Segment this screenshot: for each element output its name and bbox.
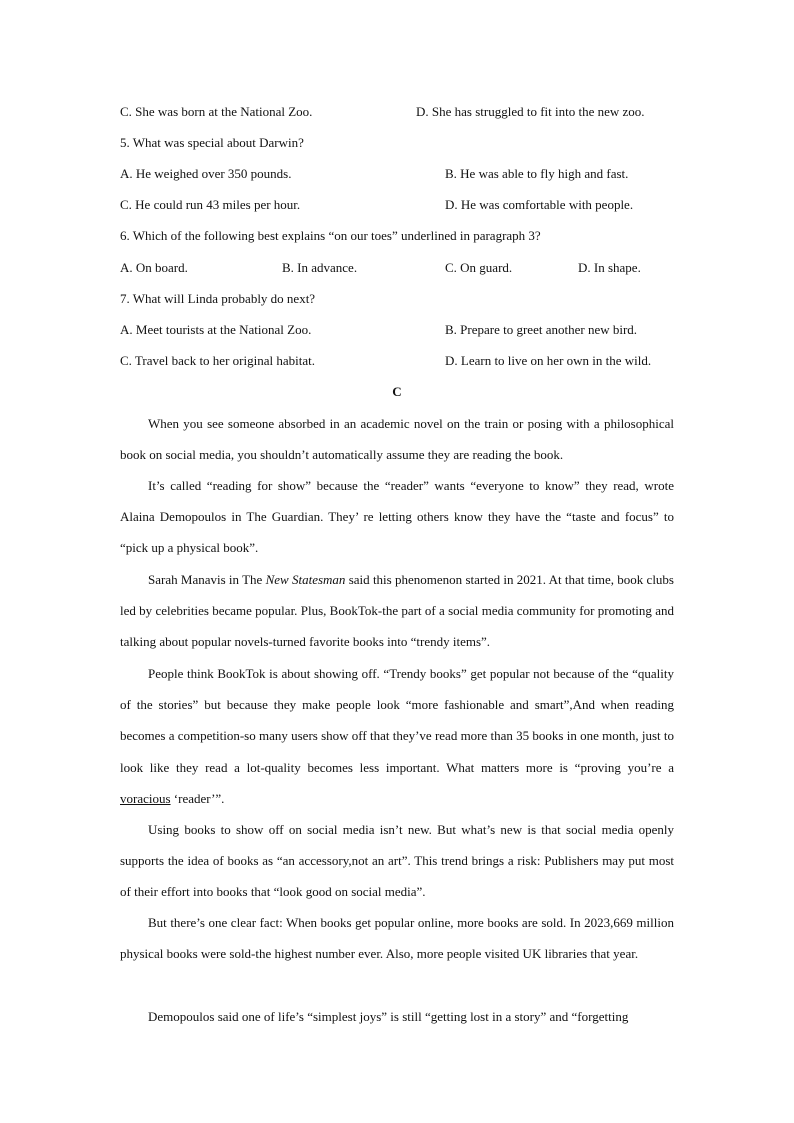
paragraph-4-text-end: ‘reader’”. <box>170 790 225 806</box>
underlined-word: voracious <box>120 790 171 806</box>
q6-question: 6. Which of the following best explains “on our toes” underlined in paragraph 3? <box>120 228 541 243</box>
passage-paragraph-4 <box>120 658 674 814</box>
q6-option-a: A. On board. <box>120 260 188 275</box>
q7-option-d: D. Learn to live on her own in the wild. <box>445 353 652 368</box>
paragraph-3-text-start: Sarah Manavis in The <box>148 572 266 587</box>
q7-option-c: C. Travel back to her original habitat. <box>120 353 315 368</box>
section-heading: C <box>392 384 402 399</box>
q6-option-b: B. In advance. <box>282 260 358 275</box>
passage-paragraph-5: Using books to show off on social media isn’t new. But what’s new is that social media openly supports the idea of books as “an accessory,not an art”. This trend brings a risk: Publishers may put most of their effort into books that “look good on social media”. <box>120 822 674 900</box>
q5-option-d: D. He was comfortable with people. <box>445 197 634 212</box>
q5-option-c: C. He could run 43 miles per hour. <box>120 197 301 212</box>
q5-option-a: A. He weighed over 350 pounds. <box>120 166 292 181</box>
passage-paragraph-3 <box>120 564 674 658</box>
passage-paragraph-7: Demopoulos said one of life’s “simplest joys” is still “getting lost in a story” and “forgetting <box>148 1009 629 1024</box>
q4-option-d: D. She has struggled to fit into the new zoo. <box>416 104 645 119</box>
q7-option-b: B. Prepare to greet another new bird. <box>445 322 638 337</box>
passage-paragraph-2: It’s called “reading for show” because the “reader” wants “everyone to know” they read, wrote Alaina Demopoulos in The Guardian. They’ re letting others know they have the “taste and focus” to “pick up a physical book”. <box>120 478 674 556</box>
passage-paragraph-1: When you see someone absorbed in an academic novel on the train or posing with a philosophical book on social media, you shouldn’t automatically assume they are reading the book. <box>120 416 674 463</box>
q6-option-d: D. In shape. <box>578 260 641 275</box>
paragraph-4-text-start: People think BookTok is about showing off. “Trendy books” get popular not because of the “quality of the stories” but because they make people look “more fashionable and smart”,And when reading becomes a competition-so many users show off that they’ve read more than 35 books in one month, just to look like they read a lot-quality becomes less important. What matters more is “proving you’re a <box>120 666 674 775</box>
paragraph-3-text-end: said this phenomenon started in 2021. At that time, book clubs led by celebrities became popular. Plus, BookTok-the part of a social media community for promoting and talking about popular novels-turned favorite books into “trendy items”. <box>120 572 674 650</box>
passage-paragraph-6: But there’s one clear fact: When books get popular online, more books are sold. In 2023,669 million physical books were sold-the highest number ever. Also, more people visited UK libraries that year. <box>120 915 674 962</box>
q7-question: 7. What will Linda probably do next? <box>120 291 316 306</box>
q5-option-b: B. He was able to fly high and fast. <box>445 166 629 181</box>
newspaper-title: New Statesman <box>265 572 346 587</box>
q6-option-c: C. On guard. <box>445 260 513 275</box>
q7-option-a: A. Meet tourists at the National Zoo. <box>120 322 312 337</box>
q5-question: 5. What was special about Darwin? <box>120 135 304 150</box>
q4-option-c: C. She was born at the National Zoo. <box>120 104 313 119</box>
